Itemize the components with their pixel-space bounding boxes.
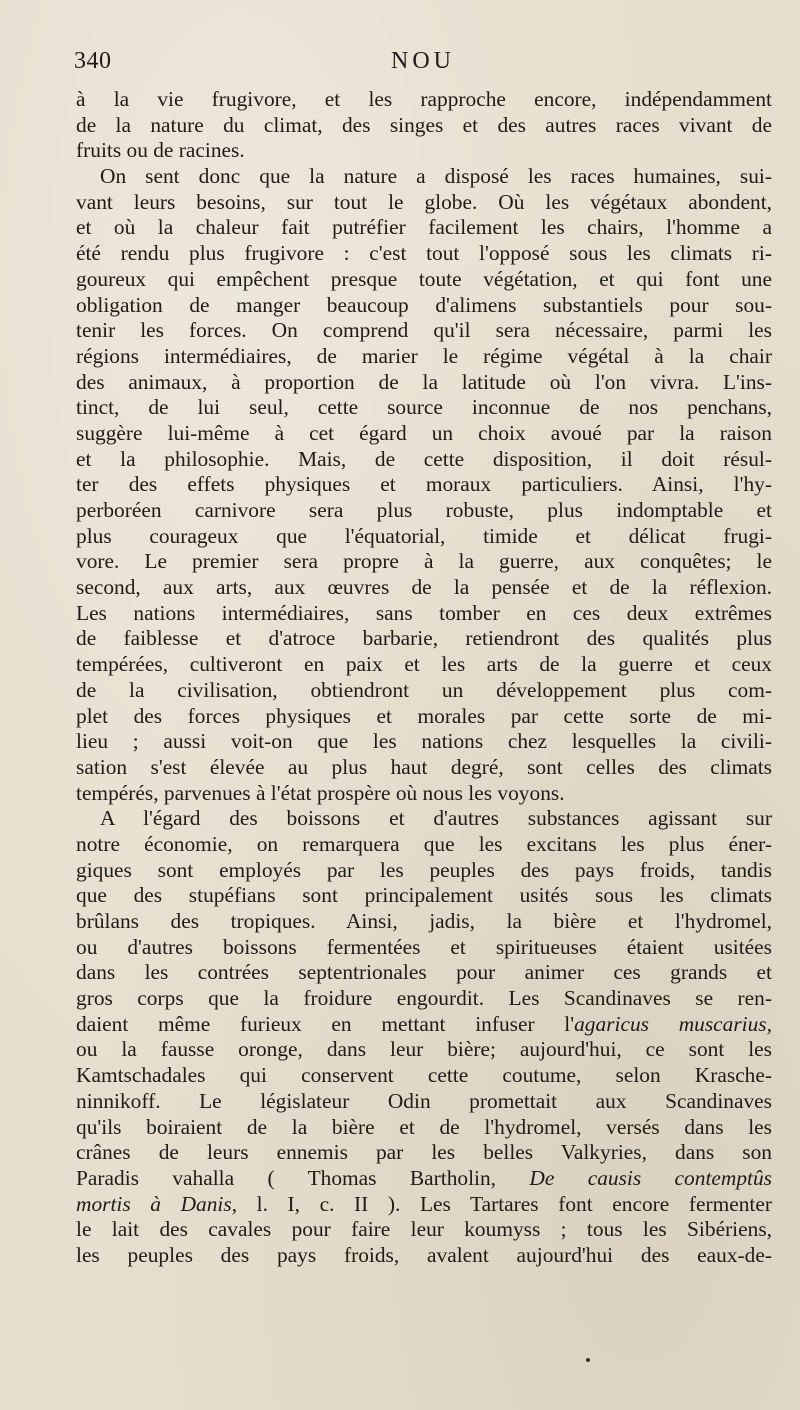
text-line: Kamtschadales qui conservent cette coutume, selon Krasche- <box>76 1063 772 1088</box>
italic-title-de-causis: De causis contemptûs <box>529 1165 772 1190</box>
text-line: perboréen carnivore sera plus robuste, plus indomptable et <box>76 498 772 522</box>
text-line: goureux qui empêchent presque toute végétation, et qui font une <box>76 266 772 291</box>
text-line: ou la fausse oronge, dans leur bière; aujourd'hui, ce sont les <box>76 1037 772 1062</box>
body-text <box>76 87 772 1269</box>
text-line: crânes de leurs ennemis par les belles Valkyries, dans son <box>76 1140 772 1165</box>
text-line-with-italic <box>76 1192 772 1218</box>
text-line: ter des effets physiques et moraux particuliers. Ainsi, l'hy- <box>76 472 772 497</box>
text-line: dans les contrées septentrionales pour animer ces grands et <box>76 960 772 985</box>
text-line: qu'ils boiraient de la bière et de l'hydromel, versés dans les <box>76 1114 772 1139</box>
text-line: On sent donc que la nature a disposé les races humaines, sui- <box>100 164 772 189</box>
text-line: que des stupéfians sont principalement usités sous les climats <box>76 883 772 908</box>
text-line: sation s'est élevée au plus haut degré, sont celles des climats <box>76 754 772 779</box>
text-line: ninnikoff. Le législateur Odin promettait aux Scandinaves <box>76 1088 772 1113</box>
text-line: les peuples des pays froids, avalent aujourd'hui des eaux-de- <box>76 1242 772 1267</box>
text-line: de la nature du climat, des singes et des autres races vivant de <box>76 112 772 137</box>
italic-title-mortis: mortis à Danis <box>76 1191 232 1216</box>
text-line: plus courageux que l'équatorial, timide et délicat frugi- <box>76 523 772 548</box>
text-line: tenir les forces. On comprend qu'il sera nécessaire, parmi les <box>76 318 772 343</box>
text-line: des animaux, à proportion de la latitude où l'on vivra. L'ins- <box>76 369 772 394</box>
text-line-with-italic <box>76 1012 772 1038</box>
text-line: gros corps que la froidure engourdit. Les Scandinaves se ren- <box>76 986 772 1011</box>
text-line: de la civilisation, obtiendront un développement plus com- <box>76 677 772 702</box>
text-line: plet des forces physiques et morales par cette sorte de mi- <box>76 703 772 728</box>
text-line: tinct, de lui seul, cette source inconnue de nos penchans, <box>76 395 772 420</box>
text-line: second, aux arts, aux œuvres de la pensée et de la réflexion. <box>76 575 772 600</box>
text-segment: daient même furieux en mettant infuser l' <box>76 1011 575 1036</box>
ink-speck <box>586 1358 590 1362</box>
text-line: le lait des cavales pour faire leur koumyss ; tous les Sibériens, <box>76 1217 772 1242</box>
italic-term-agaricus: agaricus muscarius, <box>574 1011 772 1036</box>
text-line: notre économie, on remarquera que les excitans les plus éner- <box>76 831 772 856</box>
text-line: et où la chaleur fait putréfier facilement les chairs, l'homme a <box>76 215 772 240</box>
text-line: ou d'autres boissons fermentées et spiritueuses étaient usitées <box>76 934 772 959</box>
text-line: vore. Le premier sera propre à la guerre, aux conquêtes; le <box>76 549 772 574</box>
text-segment: , l. I, c. II ). Les Tartares font encore fermenter <box>231 1191 772 1216</box>
text-line: giques sont employés par les peuples des pays froids, tandis <box>76 857 772 882</box>
running-head <box>74 48 772 80</box>
text-line-with-italic <box>76 1166 772 1192</box>
text-line: été rendu plus frugivore : c'est tout l'opposé sous les climats ri- <box>76 241 772 266</box>
text-line: A l'égard des boissons et d'autres substances agissant sur <box>100 806 772 831</box>
text-line: tempérées, cultiveront en paix et les arts de la guerre et ceux <box>76 652 772 677</box>
text-line: de faiblesse et d'atroce barbarie, retiendront des qualités plus <box>76 626 772 651</box>
text-segment: Paradis vahalla ( Thomas Bartholin, <box>76 1165 530 1190</box>
text-line: tempérés, parvenues à l'état prospère où nous les voyons. <box>76 780 565 805</box>
text-line: régions intermédiaires, de marier le régime végétal à la chair <box>76 343 772 368</box>
text-line: fruits ou de racines. <box>76 138 245 163</box>
text-line: vant leurs besoins, sur tout le globe. Où les végétaux abondent, <box>76 189 772 214</box>
text-line: lieu ; aussi voit-on que les nations chez lesquelles la civili- <box>76 729 772 754</box>
text-line: et la philosophie. Mais, de cette disposition, il doit résul- <box>76 446 772 471</box>
text-line: à la vie frugivore, et les rapproche encore, indépendamment <box>76 87 772 111</box>
text-line: Les nations intermédiaires, sans tomber en ces deux extrêmes <box>76 600 772 625</box>
text-line: brûlans des tropiques. Ainsi, jadis, la bière et l'hydromel, <box>76 909 772 933</box>
page-number: 340 <box>74 48 112 74</box>
text-line: obligation de manger beaucoup d'alimens substantiels pour sou- <box>76 292 772 317</box>
page-header-title: NOU <box>391 48 455 74</box>
text-line: suggère lui-même à cet égard un choix avoué par la raison <box>76 420 772 445</box>
